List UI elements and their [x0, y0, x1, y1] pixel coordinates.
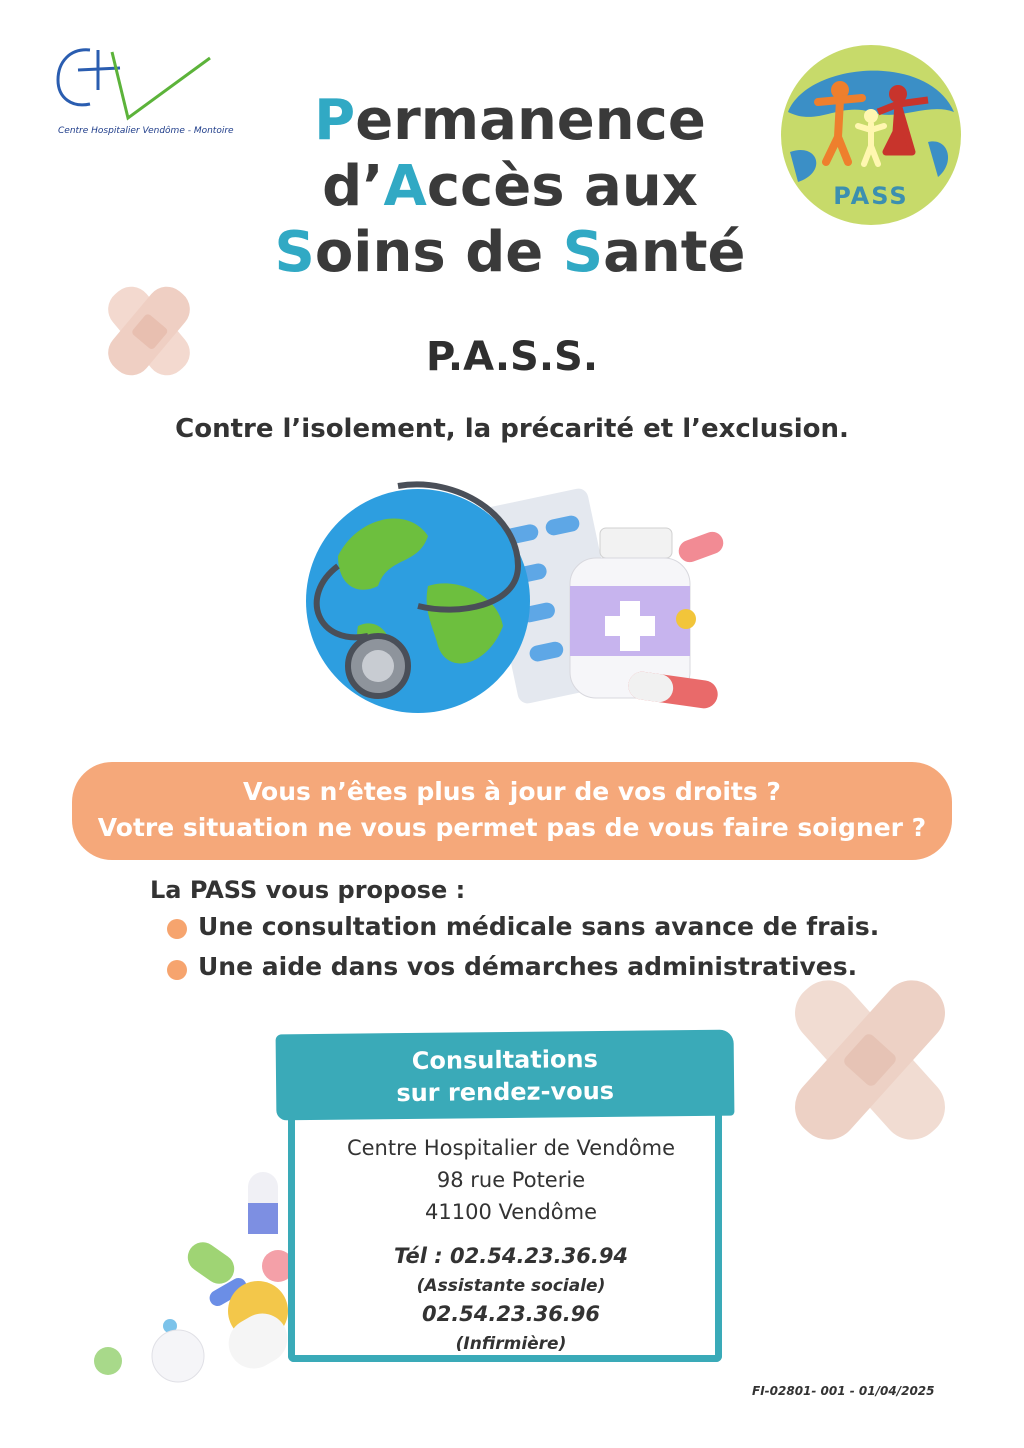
question-banner [72, 762, 952, 860]
offer-item-consultation: Une consultation médicale sans avance de frais. [198, 912, 880, 941]
phone-nurse: 02.54.23.36.96 [421, 1302, 601, 1326]
title-text-2b: ccès aux [426, 154, 698, 219]
document-reference: FI-02801- 001 - 01/04/2025 [752, 1384, 935, 1398]
card-header [276, 1030, 735, 1121]
card-heading-2: sur rendez-vous [396, 1076, 615, 1108]
title-initial-p: P [314, 88, 356, 153]
banner-line-1: Vous n’êtes plus à jour de vos droits ? [243, 777, 781, 806]
card-heading-1: Consultations [411, 1045, 598, 1075]
page-title [200, 88, 820, 286]
title-initial-s2: S [562, 220, 604, 285]
title-text-3b: anté [603, 220, 746, 285]
phone-social-worker: Tél : 02.54.23.36.94 [393, 1244, 629, 1268]
title-line-1 [200, 88, 820, 154]
title-text-1: ermanence [355, 88, 706, 153]
bandage-decoration-bottom [760, 960, 980, 1160]
title-text-3a: oins de [314, 220, 563, 285]
acronym: P.A.S.S. [425, 334, 599, 380]
title-line-2 [200, 154, 820, 220]
address-line-1: Centre Hospitalier de Vendôme [346, 1136, 676, 1160]
title-initial-a: A [383, 154, 427, 219]
phone-social-worker-role: (Assistante sociale) [416, 1276, 606, 1296]
offer-item-admin-help: Une aide dans vos démarches administratives. [198, 952, 858, 981]
banner-line-2: Votre situation ne vous permet pas de vous faire soigner ? [97, 813, 927, 842]
hospital-logo-subtitle: Centre Hospitalier Vendôme - Montoire [58, 126, 234, 136]
title-line-3 [200, 220, 820, 286]
address-line-3: 41100 Vendôme [425, 1200, 597, 1224]
bullet-icon [167, 960, 187, 980]
title-initial-s1: S [274, 220, 315, 285]
tagline: Contre l’isolement, la précarité et l’exclusion. [175, 414, 849, 444]
address-line-2: 98 rue Poterie [436, 1168, 586, 1192]
appointment-card [276, 1032, 734, 1362]
title-text-2a: d’ [322, 154, 384, 219]
phone-nurse-role: (Infirmière) [455, 1334, 567, 1354]
bullet-icon [167, 919, 187, 939]
offer-intro: La PASS vous propose : [150, 876, 466, 904]
health-illustration [298, 476, 728, 736]
pass-logo-label: PASS [833, 182, 909, 210]
